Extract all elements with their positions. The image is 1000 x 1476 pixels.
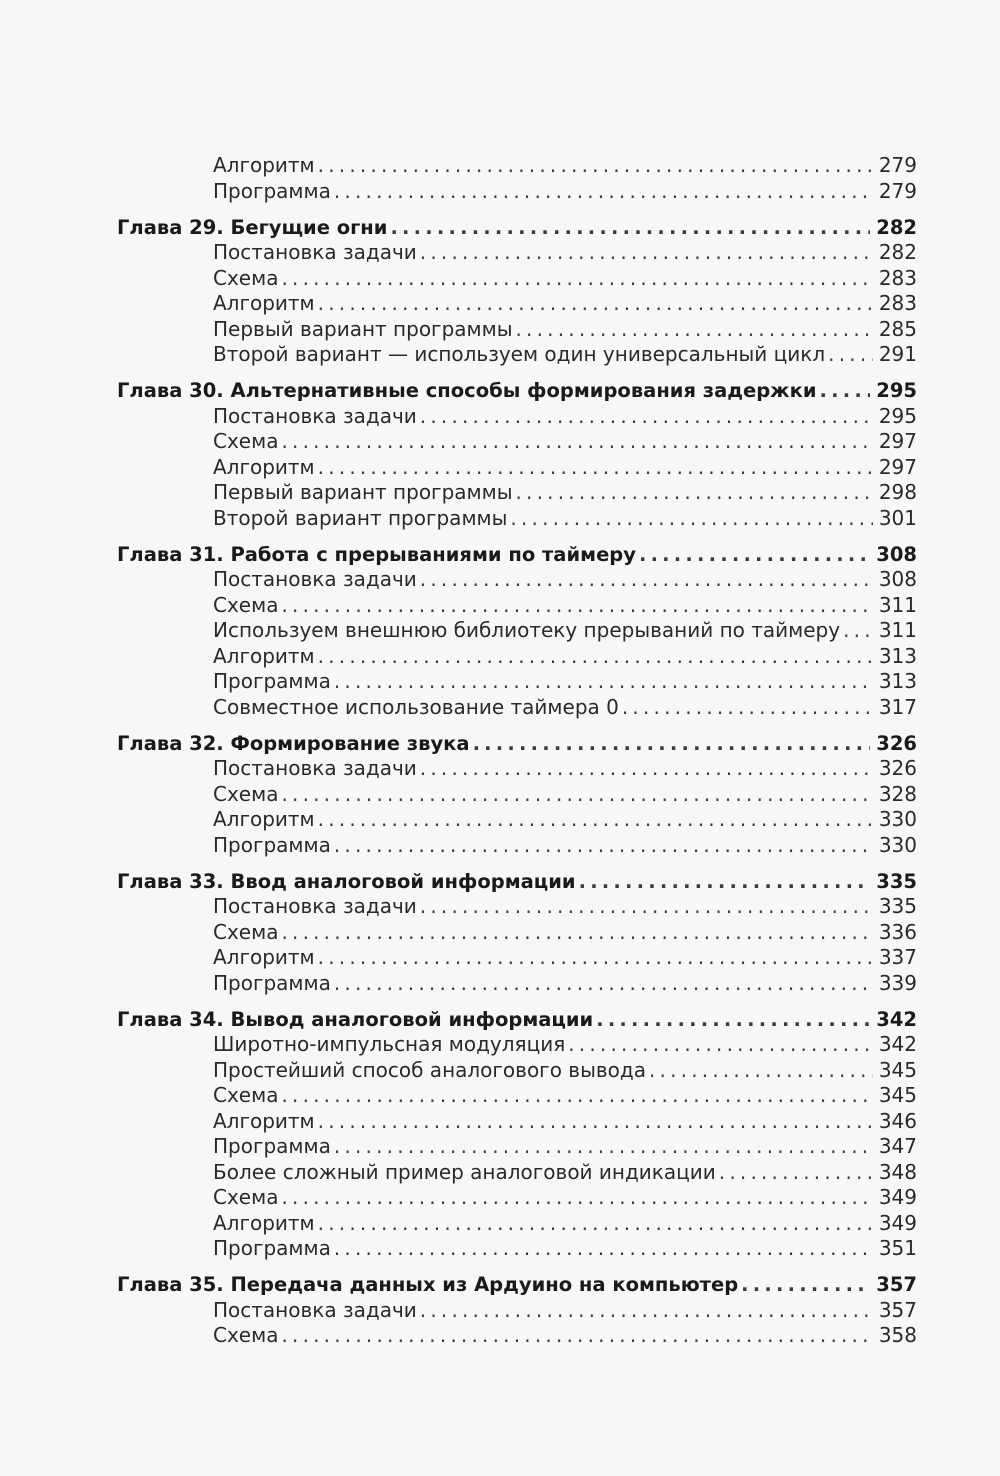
dot-leader [579, 869, 871, 895]
dot-leader [318, 1211, 873, 1237]
toc-section-entry [117, 153, 917, 179]
table-of-contents [117, 153, 917, 1349]
toc-section-entry [117, 1083, 917, 1109]
toc-section-entry [117, 291, 917, 317]
toc-section-entry [117, 404, 917, 430]
section-title: Алгоритм [213, 1210, 315, 1235]
dot-leader [390, 215, 870, 241]
dot-leader [281, 593, 872, 619]
toc-chapter-entry [117, 869, 917, 895]
toc-section-entry [117, 782, 917, 808]
toc-section-entry [117, 1160, 917, 1186]
section-title: Второй вариант — используем один универсальный цикл [213, 342, 826, 366]
toc-section-entry [117, 266, 917, 292]
dot-leader [318, 291, 873, 317]
page-number: 313 [878, 643, 917, 668]
dot-leader [741, 1272, 870, 1298]
page-number: 298 [878, 480, 917, 504]
dot-leader [828, 342, 873, 368]
section-title: Второй вариант программы [213, 505, 508, 530]
section-title: Простейший способ аналогового вывода [213, 1057, 646, 1082]
section-title: Постановка задачи [213, 403, 417, 428]
section-title: Программа [213, 832, 331, 857]
section-title: Постановка задачи [213, 567, 417, 591]
chapter-title: Глава 32. Формирование звука [117, 731, 470, 755]
page-number: 330 [878, 832, 917, 857]
chapter-title: Глава 34. Вывод аналоговой информации [117, 1007, 594, 1031]
dot-leader [281, 429, 872, 455]
toc-section-entry [117, 894, 917, 920]
toc-section-entry [117, 920, 917, 946]
dot-leader [318, 644, 873, 670]
toc-section-entry [117, 317, 917, 343]
section-title: Программа [213, 1236, 331, 1260]
dot-leader [420, 404, 873, 430]
page-number: 295 [878, 403, 917, 428]
page-number: 279 [878, 153, 917, 177]
dot-leader [281, 266, 872, 292]
section-title: Схема [213, 781, 279, 806]
page-number: 282 [876, 215, 917, 239]
chapter-title: Глава 29. Бегущие огни [117, 215, 388, 239]
page-number: 342 [878, 1032, 917, 1056]
page-number: 313 [878, 669, 917, 693]
dot-leader [318, 807, 873, 833]
section-title: Схема [213, 1083, 279, 1107]
section-title: Постановка задачи [213, 1297, 417, 1322]
chapter-title: Глава 31. Работа с прерываниями по таймеру [117, 542, 636, 566]
dot-leader [420, 894, 873, 920]
dot-leader [420, 1298, 873, 1324]
section-title: Используем внешнюю библиотеку прерываний по таймеру [213, 618, 841, 642]
toc-chapter-entry [117, 731, 917, 757]
page-number: 346 [878, 1108, 917, 1133]
page-number: 330 [878, 807, 917, 831]
page-number: 326 [878, 756, 917, 780]
toc-chapter-entry [117, 542, 917, 568]
dot-leader [334, 833, 873, 859]
section-title: Программа [213, 669, 331, 693]
page-number: 347 [878, 1134, 917, 1158]
section-title: Широтно-импульсная модуляция [213, 1032, 566, 1056]
section-title: Алгоритм [213, 643, 315, 668]
toc-section-entry [117, 1211, 917, 1237]
dot-leader [596, 1007, 870, 1033]
page-number: 311 [878, 618, 917, 642]
section-title: Более сложный пример аналоговой индикации [213, 1159, 716, 1184]
section-title: Совместное использование таймера 0 [213, 694, 619, 719]
page-number: 335 [878, 894, 917, 918]
toc-section-entry [117, 833, 917, 859]
section-title: Схема [213, 919, 279, 944]
section-title: Схема [213, 1323, 279, 1347]
toc-section-entry [117, 1109, 917, 1135]
toc-section-entry [117, 945, 917, 971]
page-number: 285 [878, 316, 917, 341]
page-number: 358 [878, 1323, 917, 1347]
page-number: 297 [878, 454, 917, 479]
section-title: Постановка задачи [213, 240, 417, 264]
toc-section-entry [117, 593, 917, 619]
section-title: Алгоритм [213, 153, 315, 177]
toc-section-entry [117, 1236, 917, 1262]
toc-section-entry [117, 1185, 917, 1211]
page-number: 279 [878, 178, 917, 203]
toc-section-entry [117, 179, 917, 205]
section-title: Схема [213, 592, 279, 617]
toc-section-entry [117, 971, 917, 997]
dot-leader [639, 542, 870, 568]
toc-chapter-entry [117, 215, 917, 241]
page-number: 328 [878, 781, 917, 806]
section-title: Алгоритм [213, 291, 315, 315]
section-title: Программа [213, 970, 331, 995]
toc-chapter-entry [117, 378, 917, 404]
section-title: Схема [213, 429, 279, 453]
dot-leader [622, 695, 873, 721]
page-number: 349 [878, 1210, 917, 1235]
dot-leader [334, 971, 873, 997]
section-title: Алгоритм [213, 1108, 315, 1133]
dot-leader [820, 378, 871, 404]
toc-section-entry [117, 506, 917, 532]
page-number: 283 [878, 265, 917, 290]
section-title: Первый вариант программы [213, 316, 513, 341]
toc-section-entry [117, 669, 917, 695]
toc-section-entry [117, 756, 917, 782]
dot-leader [334, 669, 873, 695]
toc-section-entry [117, 240, 917, 266]
section-title: Программа [213, 1134, 331, 1158]
section-title: Постановка задачи [213, 756, 417, 780]
toc-chapter-entry [117, 1007, 917, 1033]
page-number: 351 [878, 1236, 917, 1260]
dot-leader [420, 756, 873, 782]
page-number: 311 [878, 592, 917, 617]
page-number: 308 [876, 542, 917, 566]
dot-leader [420, 567, 873, 593]
page-number: 297 [878, 429, 917, 453]
toc-section-entry [117, 1058, 917, 1084]
toc-section-entry [117, 1298, 917, 1324]
section-title: Алгоритм [213, 454, 315, 479]
page-number: 335 [876, 869, 917, 893]
dot-leader [515, 317, 872, 343]
dot-leader [281, 782, 872, 808]
dot-leader [473, 731, 871, 757]
dot-leader [281, 1185, 872, 1211]
section-title: Программа [213, 178, 331, 203]
dot-leader [515, 480, 872, 506]
section-title: Постановка задачи [213, 894, 417, 918]
toc-chapter-entry [117, 1272, 917, 1298]
page-number: 291 [878, 342, 917, 366]
section-title: Схема [213, 265, 279, 290]
toc-section-entry [117, 1323, 917, 1349]
dot-leader [281, 1083, 872, 1109]
dot-leader [334, 1236, 873, 1262]
toc-section-entry [117, 429, 917, 455]
toc-section-entry [117, 807, 917, 833]
page-number: 349 [878, 1185, 917, 1209]
page-number: 295 [876, 379, 917, 402]
page-number: 345 [878, 1057, 917, 1082]
page-number: 301 [878, 505, 917, 530]
dot-leader [568, 1032, 873, 1058]
toc-section-entry [117, 342, 917, 368]
page-number: 345 [878, 1083, 917, 1107]
section-title: Схема [213, 1185, 279, 1209]
dot-leader [334, 1134, 873, 1160]
toc-section-entry [117, 567, 917, 593]
dot-leader [719, 1160, 873, 1186]
chapter-title: Глава 33. Ввод аналоговой информации [117, 869, 576, 893]
dot-leader [649, 1058, 873, 1084]
dot-leader [318, 1109, 873, 1135]
toc-section-entry [117, 455, 917, 481]
dot-leader [318, 945, 873, 971]
toc-section-entry [117, 1032, 917, 1058]
chapter-title: Глава 30. Альтернативные способы формирования задержки [117, 379, 817, 402]
dot-leader [510, 506, 872, 532]
toc-section-entry [117, 480, 917, 506]
page-number: 357 [876, 1273, 917, 1296]
dot-leader [843, 618, 873, 644]
page-number: 339 [878, 970, 917, 995]
toc-section-entry [117, 644, 917, 670]
section-title: Первый вариант программы [213, 480, 513, 504]
toc-section-entry [117, 618, 917, 644]
toc-section-entry [117, 695, 917, 721]
dot-leader [334, 179, 873, 205]
page-number: 337 [878, 945, 917, 969]
page-number: 308 [878, 567, 917, 591]
dot-leader [318, 153, 873, 179]
page-number: 283 [878, 291, 917, 315]
dot-leader [281, 1323, 872, 1349]
dot-leader [420, 240, 873, 266]
section-title: Алгоритм [213, 807, 315, 831]
section-title: Алгоритм [213, 945, 315, 969]
dot-leader [281, 920, 872, 946]
page-number: 348 [878, 1159, 917, 1184]
chapter-title: Глава 35. Передача данных из Ардуино на компьютер [117, 1273, 739, 1296]
page-number: 336 [878, 919, 917, 944]
page-number: 357 [878, 1297, 917, 1322]
page-number: 317 [878, 694, 917, 719]
toc-section-entry [117, 1134, 917, 1160]
dot-leader [318, 455, 873, 481]
page-number: 342 [876, 1007, 917, 1031]
page-number: 326 [876, 731, 917, 755]
page-number: 282 [878, 240, 917, 264]
